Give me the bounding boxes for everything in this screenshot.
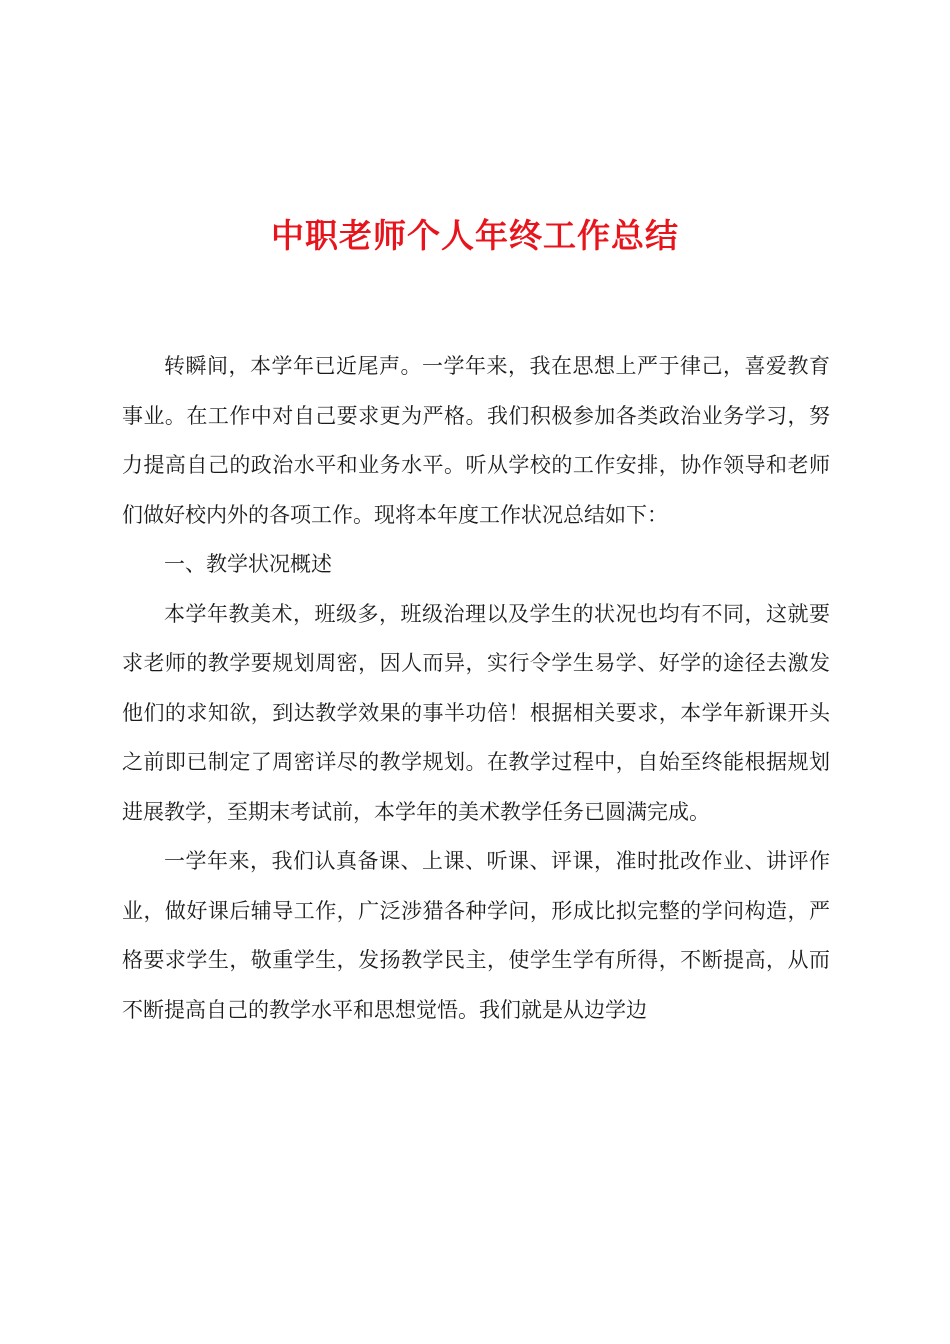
paragraph-teaching-practice: 一学年来，我们认真备课、上课、听课、评课，准时批改作业、讲评作业，做好课后辅导工作，广泛涉猎各种学问，形成比拟完整的学问构造，严格要求学生，敬重学生，发扬教学民主，使学生学有所得，不断提高，从而不断提高自己的教学水平和思想觉悟。我们就是从边学边 [122,849,830,1022]
paragraph-teaching-plan: 本学年教美术，班级多，班级治理以及学生的状况也均有不同，这就要求老师的教学要规划周密，因人而异，实行令学生易学、好学的途径去激发他们的求知欲，到达教学效果的事半功倍！根据相关要求，本学年新课开头之前即已制定了周密详尽的教学规划。在教学过程中，自始至终能根据规划进展教学，至期末考试前，本学年的美术教学任务已圆满完成。 [122,601,830,824]
document-body [122,342,830,1035]
document-title: 中职老师个人年终工作总结 [271,216,679,255]
section-heading-teaching-overview: 一、教学状况概述 [164,552,332,576]
paragraph-intro: 转瞬间，本学年已近尾声。一学年来，我在思想上严于律己，喜爱教育事业。在工作中对自己要求更为严格。我们积极参加各类政治业务学习，努力提高自己的政治水平和业务水平。听从学校的工作安排，协作领导和老师们做好校内外的各项工作。现将本年度工作状况总结如下： [122,354,830,527]
